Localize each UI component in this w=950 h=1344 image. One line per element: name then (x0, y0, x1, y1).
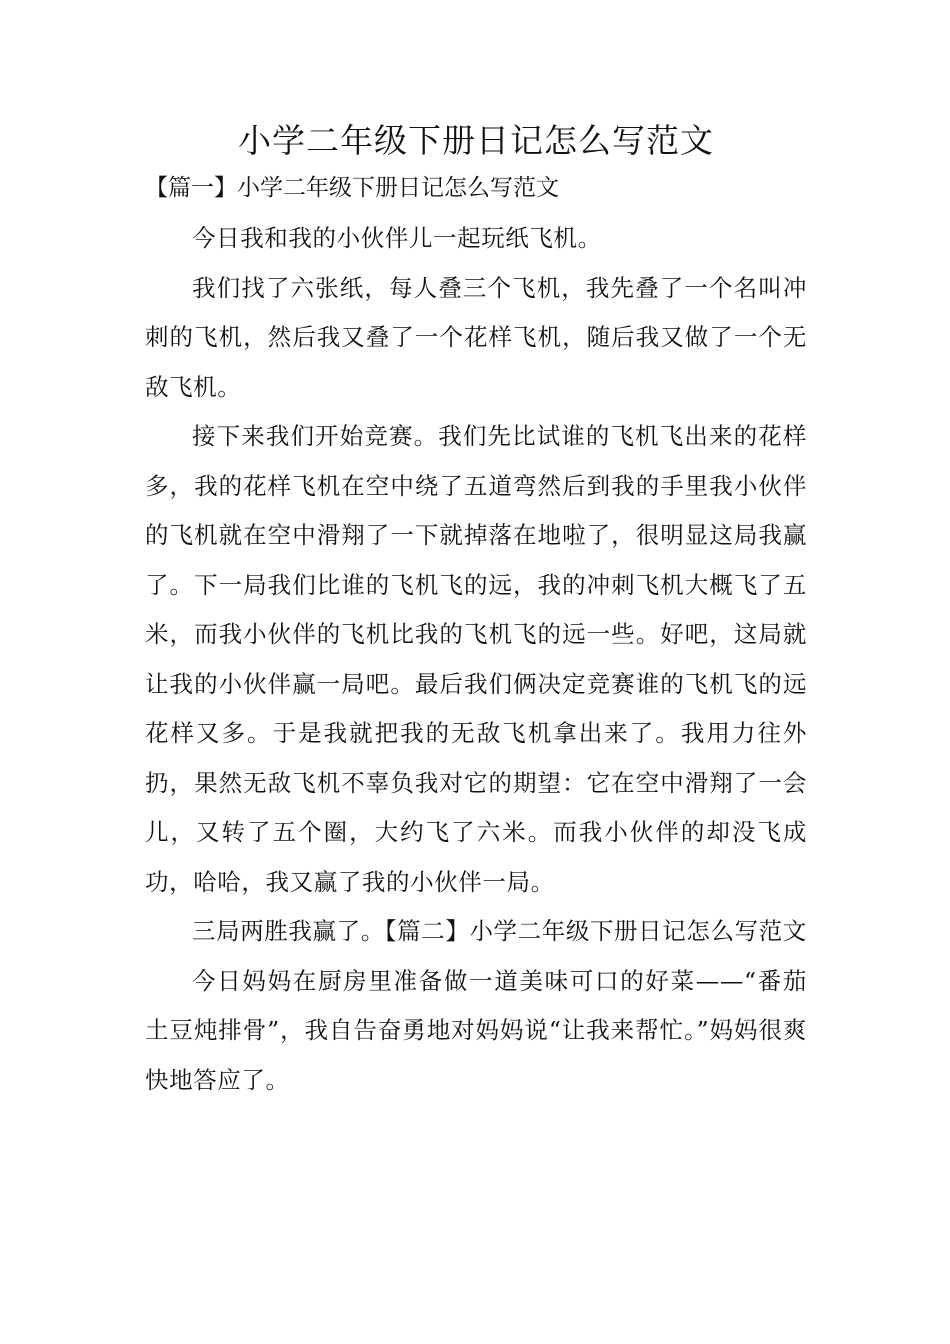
document-title: 小学二年级下册日记怎么写范文 (238, 121, 714, 160)
paragraph-1: 今日我和我的小伙伴儿一起玩纸飞机。 (192, 224, 602, 252)
paragraph-2: 我们找了六张纸，每人叠三个飞机，我先叠了一个名叫冲刺的飞机，然后我又叠了一个花样飞机，随后我又做了一个无敌飞机。 (145, 273, 807, 401)
paragraph-4: 三局两胜我赢了。【篇二】小学二年级下册日记怎么写范文 (192, 917, 807, 945)
section-heading: 【篇一】小学二年级下册日记怎么写范文 (145, 175, 559, 201)
paragraph-3: 接下来我们开始竞赛。我们先比试谁的飞机飞出来的花样多，我的花样飞机在空中绕了五道弯然后到我的手里我小伙伴的飞机就在空中滑翔了一下就掉落在地啦了，很明显这局我赢了。下一局我们比谁的飞机飞的远，我的冲刺飞机大概飞了五米，而我小伙伴的飞机比我的飞机飞的远一些。好吧，这局就让我的小伙伴赢一局吧。最后我们俩决定竞赛谁的飞机飞的远花样又多。于是我就把我的无敌飞机拿出来了。我用力往外扔，果然无敌飞机不辜负我对它的期望：它在空中滑翔了一会儿，又转了五个圈，大约飞了六米。而我小伙伴的却没飞成功，哈哈，我又赢了我的小伙伴一局。 (145, 422, 807, 896)
document-page (145, 118, 807, 1105)
paragraph-5: 今日妈妈在厨房里准备做一道美味可口的好菜——“番茄土豆炖排骨”，我自告奋勇地对妈妈说“让我来帮忙。”妈妈很爽快地答应了。 (145, 966, 807, 1094)
